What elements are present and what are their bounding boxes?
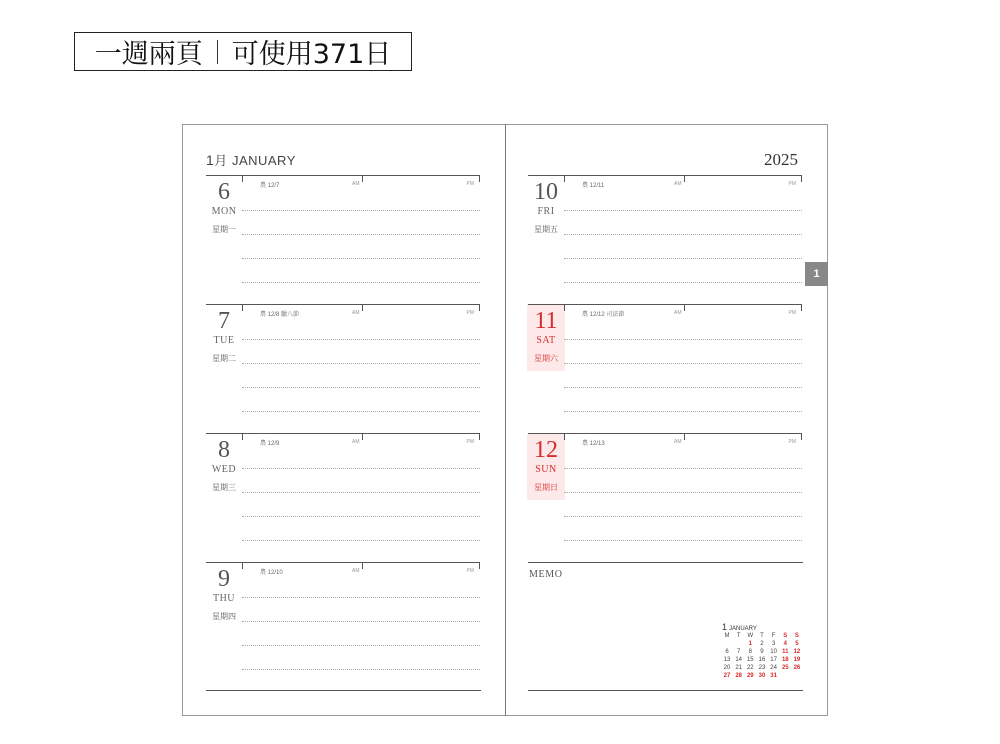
mini-calendar-day: 13 — [723, 657, 731, 663]
mini-calendar-day: 1 — [748, 641, 752, 647]
tick-mark — [242, 176, 243, 182]
writing-line[interactable] — [242, 258, 480, 259]
mini-calendar-day: 8 — [748, 649, 752, 655]
am-label: AM — [352, 439, 360, 445]
tick-mark — [801, 305, 802, 311]
day-block — [206, 304, 480, 433]
tick-mark — [479, 305, 480, 311]
mini-calendar-day — [780, 672, 790, 680]
pm-label: PM — [466, 439, 474, 445]
mini-calendar-day: 6 — [725, 649, 729, 655]
left-page-bottom-rule — [206, 690, 481, 691]
mini-calendar-day: 21 — [735, 665, 742, 671]
mini-calendar-day: 15 — [746, 657, 754, 663]
am-label: AM — [352, 568, 360, 574]
day-name-zh: 星期日 — [534, 483, 558, 492]
writing-line[interactable] — [242, 492, 480, 493]
tick-mark — [801, 176, 802, 182]
am-label: AM — [674, 439, 682, 445]
day-number: 11 — [534, 308, 558, 334]
mini-calendar-day: 28 — [735, 673, 742, 679]
writing-line[interactable] — [242, 234, 480, 235]
am-label: AM — [352, 181, 360, 187]
mini-calendar-day: 12 — [793, 649, 801, 655]
weekday-label: S — [794, 633, 799, 639]
day-number: 6 — [218, 179, 230, 205]
writing-line[interactable] — [242, 540, 480, 541]
day-number: 8 — [218, 437, 230, 463]
tick-mark — [801, 434, 802, 440]
day-number: 7 — [218, 308, 230, 334]
mini-calendar-week — [722, 648, 802, 656]
memo-label: MEMO — [529, 569, 563, 580]
tick-mark — [564, 176, 565, 182]
writing-line[interactable] — [564, 282, 802, 283]
lunar-date: 農 12/8 臘八節 — [260, 312, 300, 318]
lunar-date: 農 12/7 — [260, 183, 280, 189]
mini-calendar-title — [722, 622, 802, 632]
mini-calendar-day: 5 — [795, 641, 799, 647]
mini-calendar-weekdays — [722, 632, 802, 640]
writing-line[interactable] — [564, 258, 802, 259]
mini-calendar-day: 26 — [793, 665, 801, 671]
pm-label: PM — [788, 439, 796, 445]
mini-calendar-week — [722, 640, 802, 648]
month-zh: 月 — [214, 153, 228, 168]
writing-line[interactable] — [242, 363, 480, 364]
pm-label: PM — [466, 568, 474, 574]
lunar-date: 農 12/12 司法節 — [582, 312, 625, 318]
mini-calendar-month-en: JANUARY — [729, 626, 757, 632]
writing-line[interactable] — [242, 645, 480, 646]
mini-calendar-day: 11 — [782, 649, 789, 655]
month-tab[interactable]: 1 — [805, 262, 828, 286]
day-name-en: SUN — [535, 464, 557, 475]
writing-line[interactable] — [242, 516, 480, 517]
mini-calendar-day — [722, 640, 732, 648]
pm-label: PM — [466, 310, 474, 316]
day-name-zh: 星期三 — [212, 483, 236, 492]
writing-line[interactable] — [564, 387, 802, 388]
writing-line[interactable] — [242, 339, 480, 340]
pm-label: PM — [466, 181, 474, 187]
memo-rule — [528, 562, 803, 563]
writing-line[interactable] — [242, 411, 480, 412]
mini-calendar-month-num: 1 — [722, 622, 728, 632]
mini-calendar-day: 16 — [758, 657, 766, 663]
writing-line[interactable] — [564, 516, 802, 517]
mini-calendar-day — [734, 640, 744, 648]
mini-calendar-day: 24 — [770, 665, 777, 671]
mini-calendar-day: 7 — [736, 649, 741, 655]
writing-line[interactable] — [242, 621, 480, 622]
tick-mark — [362, 563, 363, 569]
title-main: 一週兩頁 — [94, 39, 203, 70]
day-number: 10 — [534, 179, 558, 205]
right-page-bottom-rule — [528, 690, 803, 691]
mini-calendar-day: 29 — [746, 673, 754, 679]
writing-line[interactable] — [242, 468, 480, 469]
writing-line[interactable] — [564, 363, 802, 364]
product-title — [74, 32, 412, 71]
day-block — [528, 175, 802, 304]
mini-calendar-week — [722, 656, 802, 664]
day-name-en: MON — [211, 206, 237, 217]
title-divider — [217, 40, 218, 64]
am-label: AM — [674, 181, 682, 187]
mini-calendar-day: 20 — [723, 665, 731, 671]
mini-calendar-day: 23 — [758, 665, 766, 671]
day-number: 9 — [218, 566, 230, 592]
lunar-date: 農 12/10 — [260, 570, 283, 576]
tick-mark — [242, 305, 243, 311]
mini-calendar-day: 4 — [783, 641, 787, 647]
tick-mark — [242, 434, 243, 440]
writing-line[interactable] — [242, 669, 480, 670]
tick-mark — [362, 305, 363, 311]
day-name-en: WED — [211, 464, 237, 475]
mini-calendar-week — [722, 672, 802, 680]
day-name-en: THU — [212, 593, 236, 604]
mini-calendar — [722, 622, 802, 680]
month-header — [206, 150, 296, 169]
mini-calendar-day: 2 — [760, 641, 764, 647]
weekday-label: F — [771, 633, 776, 639]
day-block — [206, 175, 480, 304]
mini-calendar-day — [792, 672, 802, 680]
tick-mark — [479, 434, 480, 440]
tick-mark — [242, 563, 243, 569]
writing-line[interactable] — [564, 540, 802, 541]
writing-line[interactable] — [242, 387, 480, 388]
weekday-label: S — [783, 633, 788, 639]
mini-calendar-day: 14 — [735, 657, 742, 663]
mini-calendar-day: 18 — [781, 657, 789, 663]
day-name-zh: 星期二 — [212, 354, 236, 363]
day-block — [206, 433, 480, 562]
am-label: AM — [674, 310, 682, 316]
mini-calendar-day: 10 — [770, 649, 777, 655]
pm-label: PM — [788, 310, 796, 316]
mini-calendar-day: 30 — [758, 673, 766, 679]
weekday-label: W — [747, 633, 754, 639]
tick-mark — [684, 305, 685, 311]
year-label: 2025 — [764, 150, 798, 169]
day-name-zh: 星期五 — [534, 225, 558, 234]
day-name-zh: 星期四 — [212, 612, 236, 621]
writing-line[interactable] — [564, 492, 802, 493]
mini-calendar-day: 3 — [771, 641, 776, 647]
mini-calendar-day: 17 — [770, 657, 777, 663]
writing-line[interactable] — [242, 210, 480, 211]
tick-mark — [479, 176, 480, 182]
mini-calendar-week — [722, 664, 802, 672]
day-block — [528, 433, 802, 562]
weekday-label: T — [760, 633, 764, 639]
day-name-zh: 星期一 — [212, 225, 236, 234]
writing-line[interactable] — [564, 339, 802, 340]
day-name-en: TUE — [213, 335, 235, 346]
writing-line[interactable] — [564, 210, 802, 211]
writing-line[interactable] — [564, 234, 802, 235]
writing-line[interactable] — [564, 468, 802, 469]
tick-mark — [684, 176, 685, 182]
day-number: 12 — [534, 437, 558, 463]
weekday-label: M — [724, 633, 730, 639]
writing-line[interactable] — [242, 597, 480, 598]
tick-mark — [362, 434, 363, 440]
am-label: AM — [352, 310, 360, 316]
mini-calendar-day: 25 — [781, 665, 789, 671]
day-name-zh: 星期六 — [534, 354, 558, 363]
tick-mark — [362, 176, 363, 182]
lunar-date: 農 12/13 — [582, 441, 605, 447]
day-block — [206, 562, 480, 691]
weekday-label: T — [736, 633, 741, 639]
day-name-en: SAT — [536, 335, 556, 346]
pm-label: PM — [788, 181, 796, 187]
writing-line[interactable] — [564, 411, 802, 412]
mini-calendar-day: 22 — [746, 665, 754, 671]
lunar-date: 農 12/9 — [260, 441, 280, 447]
mini-calendar-day: 27 — [723, 673, 731, 679]
tick-mark — [564, 305, 565, 311]
tick-mark — [684, 434, 685, 440]
planner-spine — [505, 124, 506, 716]
month-number: 1 — [206, 152, 215, 168]
day-block — [528, 304, 802, 433]
writing-line[interactable] — [242, 282, 480, 283]
title-sub: 可使用371日 — [231, 39, 392, 70]
tick-mark — [479, 563, 480, 569]
mini-calendar-day: 19 — [793, 657, 801, 663]
month-en: JANUARY — [231, 153, 296, 168]
mini-calendar-day: 9 — [760, 649, 764, 655]
mini-calendar-day: 31 — [770, 673, 777, 679]
day-name-en: FRI — [537, 206, 555, 217]
tick-mark — [564, 434, 565, 440]
mini-calendar-grid — [722, 632, 802, 680]
lunar-date: 農 12/11 — [582, 183, 605, 189]
